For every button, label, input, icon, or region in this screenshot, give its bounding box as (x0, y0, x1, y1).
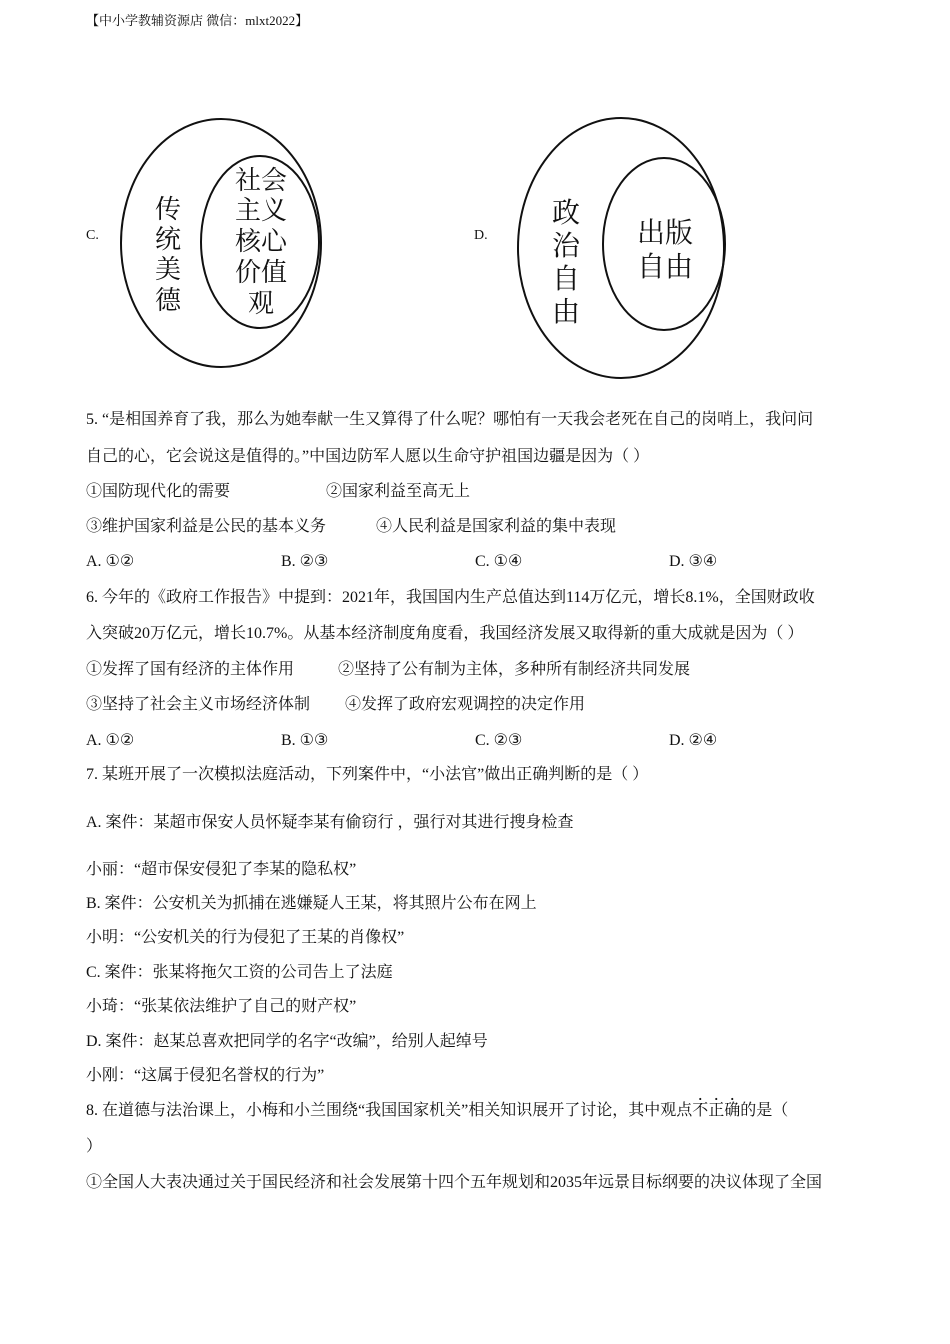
diagram-c-outer-circle (121, 119, 321, 367)
diagram-c-outer-char: 德 (154, 286, 182, 316)
q8-stem-line2: ） (86, 1138, 103, 1155)
q5-option-a: A. ①② (86, 553, 135, 570)
diagram-d-inner-line: 自由 (636, 250, 694, 283)
diagram-c-label: C. (86, 228, 99, 243)
q7-option-c-case: C. 案件：张某将拖欠工资的公司告上了法庭 (86, 964, 393, 981)
q5-stem-line1: 5. “是相国养育了我，那么为她奉献一生又算得了什么呢？哪怕有一天我会老死在自己的岗哨上，我问问 (86, 411, 814, 428)
q8-stem-text: 8. 在道德与法治课上，小梅和小兰围绕“我国国家机关”相关知识展开了讨论，其中观点 (86, 1102, 693, 1119)
q5-statement-4: ④人民利益是国家利益的集中表现 (376, 518, 617, 535)
q8-stem-tail: 的是（ (740, 1102, 789, 1119)
diagram-d-outer-char: 由 (551, 295, 581, 328)
q6-statement-4: ④发挥了政府宏观调控的决定作用 (345, 696, 586, 713)
q5-statement-3: ③维护国家利益是公民的基本义务 (86, 518, 327, 535)
q7-option-b-judgement: 小明：“公安机关的行为侵犯了王某的肖像权” (86, 929, 405, 946)
q6-statement-3: ③坚持了社会主义市场经济体制 (86, 696, 311, 713)
q8-emphasis-char: 正 (708, 1102, 725, 1119)
q6-stem-line1: 6. 今年的《政府工作报告》中提到：2021年，我国国内生产总值达到114万亿元，增长8.1%，全国财政收 (86, 589, 815, 606)
q5-stem-line2: 自己的心，它会说这是值得的。”中国边防军人愿以生命守护祖国边疆是因为（ ） (86, 448, 650, 465)
q7-option-a-judgement: 小丽：“超市保安侵犯了李某的隐私权” (86, 861, 357, 878)
q6-option-c: C. ②③ (475, 732, 523, 749)
diagram-d-inner-line: 出版 (636, 216, 694, 249)
diagram-c-outer-char: 统 (154, 225, 182, 255)
q7-option-d-case: D. 案件：赵某总喜欢把同学的名字“改编”，给别人起绰号 (86, 1033, 488, 1050)
q8-statement-1: ①全国人大表决通过关于国民经济和社会发展第十四个五年规划和2035年远景目标纲要的决议体现了全国 (86, 1174, 823, 1191)
q6-option-b: B. ①③ (281, 732, 329, 749)
diagram-d-outer-circle (518, 118, 724, 378)
q7-option-c-judgement: 小琦：“张某依法维护了自己的财产权” (86, 998, 357, 1015)
q6-option-a: A. ①② (86, 732, 135, 749)
q5-option-d: D. ③④ (669, 553, 718, 570)
diagram-d-outer-char: 自 (551, 262, 581, 295)
diagram-c-inner-line: 核心 (234, 227, 288, 257)
q7-option-d-judgement: 小刚：“这属于侵犯名誉权的行为” (86, 1067, 325, 1084)
q7-stem: 7. 某班开展了一次模拟法庭活动，下列案件中，“小法官”做出正确判断的是（ ） (86, 766, 649, 783)
q5-statement-2: ②国家利益至高无上 (326, 483, 471, 500)
diagram-c-inner-line: 社会 (234, 166, 288, 196)
q5-option-c: C. ①④ (475, 553, 523, 570)
q7-option-b-case: B. 案件：公安机关为抓捕在逃嫌疑人王某，将其照片公布在网上 (86, 895, 537, 912)
diagram-c-inner-line: 主义 (234, 196, 288, 226)
diagram-d (515, 116, 730, 382)
q7-option-a-case: A. 案件：某超市保安人员怀疑李某有偷窃行 ，强行对其进行搜身检查 (86, 814, 574, 831)
diagram-d-outer-char: 治 (551, 229, 581, 262)
diagram-c-outer-char: 美 (154, 255, 182, 285)
page-header: 【中小学教辅资源店 微信：mlxt2022】 (86, 13, 309, 28)
diagram-c-outer-char: 传 (154, 195, 182, 225)
q6-statement-1: ①发挥了国有经济的主体作用 (86, 661, 295, 678)
q5-statement-1: ①国防现代化的需要 (86, 483, 231, 500)
q8-stem-line1 (86, 1101, 788, 1121)
q8-emphasis-char: 确 (724, 1102, 741, 1119)
diagram-d-label: D. (474, 228, 488, 243)
q6-stem-line2: 入突破20万亿元，增长10.7%。从基本经济制度角度看，我国经济发展又取得新的重大成就是因为（ ） (86, 625, 804, 642)
diagram-c-inner-line: 价值 (234, 258, 288, 288)
diagram-c (118, 116, 328, 372)
q6-statement-2: ②坚持了公有制为主体，多种所有制经济共同发展 (338, 661, 691, 678)
q5-option-b: B. ②③ (281, 553, 329, 570)
diagram-c-inner-line: 观 (247, 289, 275, 319)
q6-option-d: D. ②④ (669, 732, 718, 749)
q8-emphasis-char: 不 (692, 1102, 709, 1119)
diagram-d-outer-char: 政 (551, 196, 581, 229)
